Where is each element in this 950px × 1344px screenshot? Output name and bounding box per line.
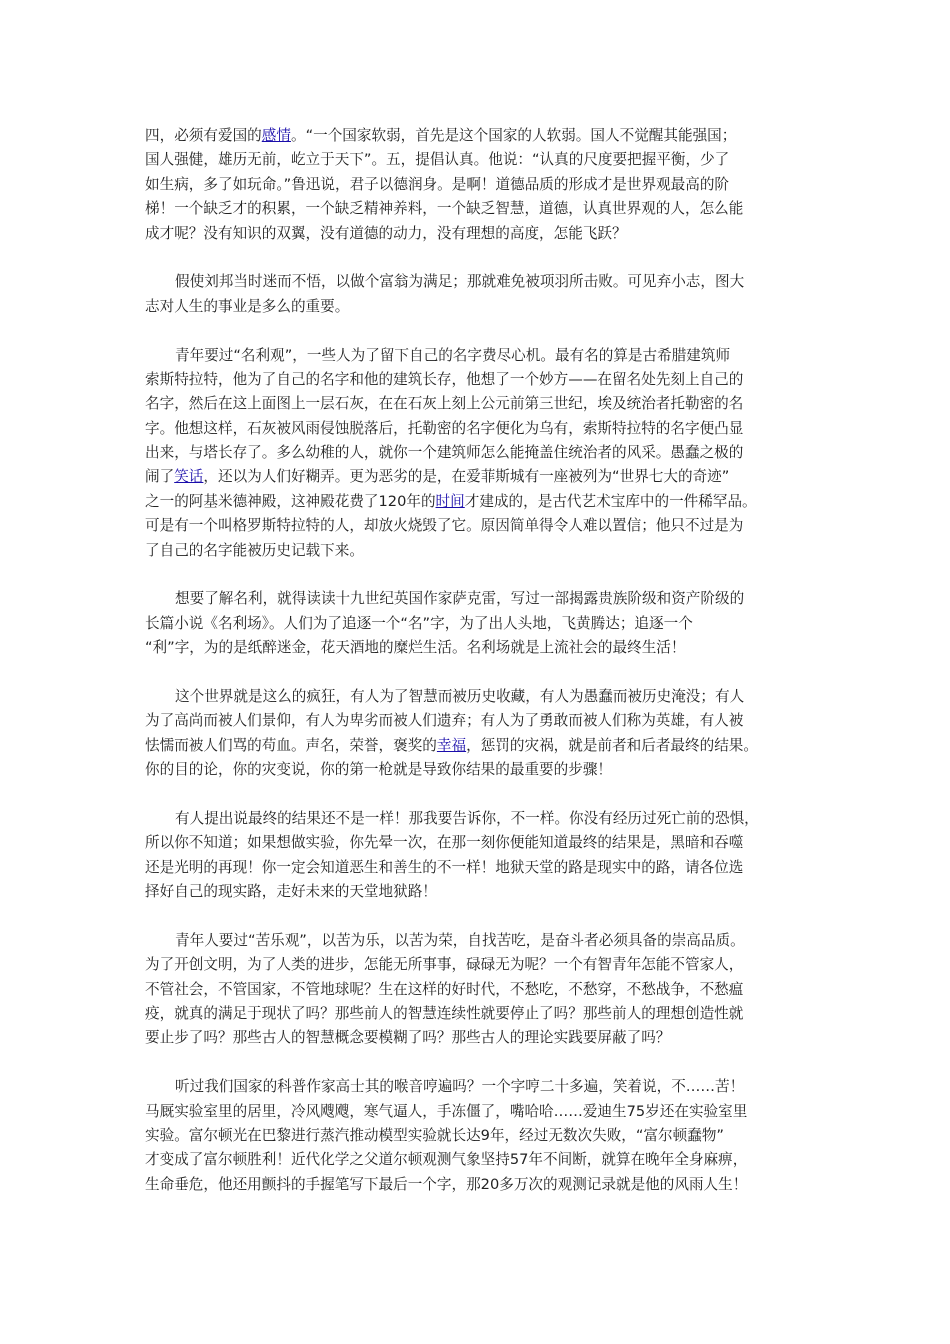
text-run: 生命垂危，他还用颤抖的手握笔写下最后一个字，那20多万次的观测记录就是他的风雨人生！	[145, 1175, 748, 1193]
text-line	[145, 1148, 813, 1172]
text-run: 假使刘邦当时迷而不悟，以做个富翁为满足；那就难免被项羽所击败。可见弃小志，图大	[175, 273, 745, 291]
text-run: 你的目的论，你的灾变说，你的第一枪就是导致你结果的最重要的步骤！	[145, 761, 613, 779]
text-line	[145, 465, 813, 489]
text-run: ，惩罚的灾祸，就是前者和后者最终的结果。	[466, 736, 758, 754]
text-run: 名字，然后在这上面图上一层石灰，在在石灰上刻上公元前第三世纪，埃及统治者托勒密的名	[145, 395, 744, 413]
text-run: 听过我们国家的科普作家高士其的喉音哼遍吗？一个字哼二十多遍，笑着说，不……苦！	[175, 1078, 745, 1096]
text-line	[145, 636, 813, 660]
paragraph	[145, 929, 813, 1051]
text-line	[145, 1075, 813, 1099]
text-line	[145, 1026, 813, 1050]
text-run: 实验。富尔顿光在巴黎进行蒸汽推动模型实验就长达9年，经过无数次失败，“富尔顿蠢物”	[145, 1127, 724, 1145]
text-line	[145, 612, 813, 636]
text-line	[145, 856, 813, 880]
document-body	[145, 124, 813, 1222]
paragraph	[145, 1075, 813, 1197]
paragraph	[145, 587, 813, 660]
text-line	[145, 929, 813, 953]
text-run: 。“一个国家软弱，首先是这个国家的人软弱。国人不觉醒其能强国；	[290, 127, 737, 144]
text-line	[145, 807, 813, 831]
text-line	[145, 587, 813, 611]
paragraph	[145, 124, 813, 246]
text-line	[145, 953, 813, 977]
text-run: 所以你不知道；如果想做实验，你先晕一次，在那一刻你便能知道最终的结果是，黑暗和吞噬	[145, 834, 744, 852]
text-line	[145, 978, 813, 1002]
text-run: 出来，与塔长存了。多么幼稚的人，就你一个建筑师怎么能掩盖住统治者的风采。愚蠢之极的	[145, 444, 744, 462]
text-line	[145, 880, 813, 904]
text-line	[145, 197, 813, 221]
text-run: 了自己的名字能被历史记载下来。	[145, 541, 364, 559]
text-run: 马厩实验室里的居里，冷风飕飕，寒气逼人，手冻僵了，嘴哈哈……爱迪生75岁还在实验室里	[145, 1102, 748, 1120]
text-run: 字。他想这样，石灰被风雨侵蚀脱落后，托勒密的名字便化为乌有，索斯特拉特的名字便凸显	[145, 419, 744, 437]
paragraph	[145, 685, 813, 783]
text-run: 成才呢？没有知识的双翼，没有道德的动力，没有理想的高度，怎能飞跃？	[145, 224, 627, 242]
paragraph	[145, 807, 813, 905]
text-run: 不管社会，不管国家，不管地球呢？生在这样的好时代，不愁吃，不愁穿，不愁战争，不愁瘟	[145, 980, 744, 998]
text-line	[145, 709, 813, 733]
text-line	[145, 490, 813, 514]
text-line	[145, 295, 813, 319]
inline-link[interactable]: 感情	[261, 127, 291, 144]
text-line	[145, 1173, 813, 1197]
text-line	[145, 831, 813, 855]
text-run: 志对人生的事业是多么的重要。	[145, 297, 350, 315]
text-run: 可是有一个叫格罗斯特拉特的人，却放火烧毁了它。原因简单得令人难以置信；他只不过是为	[145, 517, 744, 535]
text-run: 才建成的，是古代艺术宝库中的一件稀罕品。	[464, 492, 757, 510]
text-run: 之一的阿基米德神殿，这神殿花费了120年的	[145, 492, 436, 510]
text-line	[145, 148, 813, 172]
text-run: 为了高尚而被人们景仰，有人为卑劣而被人们遗弃；有人为了勇敢而被人们称为英雄，有人被	[145, 712, 744, 730]
text-run: 闹了	[145, 468, 175, 486]
text-line	[145, 734, 813, 758]
paragraph	[145, 270, 813, 319]
text-line	[145, 685, 813, 709]
text-line	[145, 514, 813, 538]
text-line	[145, 222, 813, 246]
text-run: 要止步了吗？那些古人的智慧概念要模糊了吗？那些古人的理论实践要屏蔽了吗？	[145, 1029, 671, 1047]
text-run: 青年人要过“苦乐观”，以苦为乐，以苦为荣，自找苦吃，是奋斗者必须具备的崇高品质。	[175, 931, 745, 949]
text-run: 择好自己的现实路，走好未来的天堂地狱路！	[145, 883, 437, 901]
text-run: 想要了解名利，就得读读十九世纪英国作家萨克雷，写过一部揭露贵族阶级和资产阶级的	[175, 590, 745, 608]
text-run: 有人提出说最终的结果还不是一样！那我要告诉你，不一样。你没有经历过死亡前的恐惧，	[175, 809, 759, 827]
text-run: 才变成了富尔顿胜利！近代化学之父道尔顿观测气象坚持57年不间断，就算在晚年全身麻痹，	[145, 1151, 748, 1169]
text-line	[145, 417, 813, 441]
text-run: ，还以为人们好糊弄。更为恶劣的是，在爱菲斯城有一座被列为“世界七大的奇迹”	[203, 468, 730, 486]
text-run: 怯懦而被人们骂的苟血。声名，荣誉，褒奖的	[145, 736, 437, 754]
text-run: 还是光明的再现！你一定会知道恶生和善生的不一样！地狱天堂的路是现实中的路，请各位选	[145, 858, 744, 876]
text-run: 疫，就真的满足于现状了吗？那些前人的智慧连续性就要停止了吗？那些前人的理想创造性就	[145, 1005, 744, 1023]
text-line	[145, 1002, 813, 1026]
inline-link[interactable]: 笑话	[174, 468, 204, 486]
text-run: 国人强健，雄历无前，屹立于天下”。五，提倡认真。他说：“认真的尺度要把握平衡，少了	[145, 151, 730, 169]
text-run: 四，必须有爱国的	[145, 127, 262, 144]
text-line	[145, 1124, 813, 1148]
text-line	[145, 344, 813, 368]
text-line	[145, 270, 813, 294]
text-run: 索斯特拉特，他为了自己的名字和他的建筑长存，他想了一个妙方——在留名处先刻上自己的	[145, 370, 744, 388]
text-line	[145, 539, 813, 563]
text-line	[145, 392, 813, 416]
text-line	[145, 441, 813, 465]
inline-link[interactable]: 时间	[435, 492, 465, 510]
inline-link[interactable]: 幸福	[436, 736, 467, 754]
text-run: “利”字，为的是纸醉迷金，花天酒地的糜烂生活。名利场就是上流社会的最终生活！	[145, 639, 686, 657]
text-line	[145, 124, 813, 148]
text-run: 青年要过“名利观”，一些人为了留下自己的名字费尽心机。最有名的算是古希腊建筑师	[175, 346, 731, 364]
text-run: 梯！一个缺乏才的积累，一个缺乏精神养料，一个缺乏智慧，道德，认真世界观的人，怎么能	[145, 200, 744, 218]
text-line	[145, 368, 813, 392]
text-run: 这个世界就是这么的疯狂，有人为了智慧而被历史收藏，有人为愚蠢而被历史淹没；有人	[175, 687, 745, 705]
paragraph	[145, 344, 813, 564]
text-line	[145, 173, 813, 197]
text-line	[145, 1100, 813, 1124]
text-run: 如生病，多了如玩命。”鲁迅说，君子以德润身。是啊！道德品质的形成才是世界观最高的阶	[145, 175, 730, 193]
text-line	[145, 758, 813, 782]
text-run: 长篇小说《名利场》。人们为了追逐一个“名”字，为了出人头地，飞黄腾达；追逐一个	[145, 614, 693, 632]
text-run: 为了开创文明，为了人类的进步，怎能无所事事，碌碌无为呢？一个有智青年怎能不管家人，	[145, 956, 744, 974]
